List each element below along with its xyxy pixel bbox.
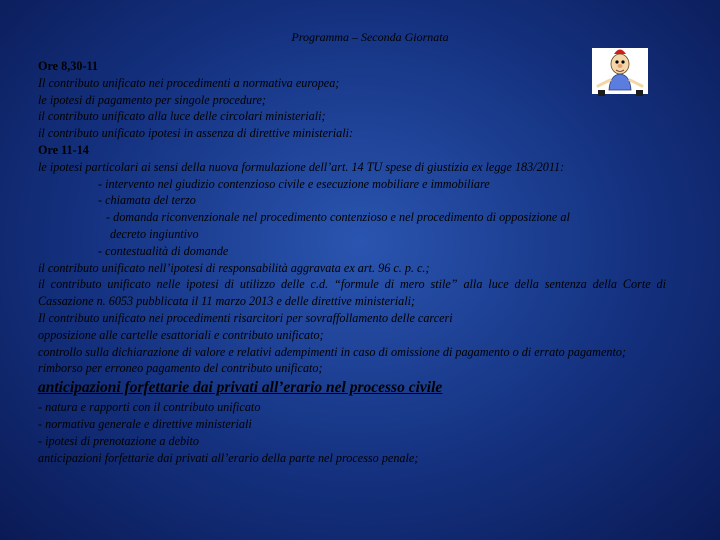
program-line: rimborso per erroneo pagamento del contributo unificato;	[38, 361, 323, 376]
program-line: le ipotesi di pagamento per singole procedure;	[38, 92, 266, 107]
cartoon-character-icon	[592, 44, 648, 100]
program-line: il contributo unificato nelle ipotesi di utilizzo delle c.d. “formule di mero stile” alla luce della sentenza della Corte di Cassazione n. 6053 pubblicata il 11 marzo 2013 e delle direttive ministeriali;	[38, 277, 666, 309]
program-content	[38, 58, 666, 466]
program-line: Il contributo unificato nei procedimenti risarcitori per sovraffollamento delle carceri	[38, 310, 453, 325]
section-heading: anticipazioni forfettarie dai privati all’erario nel processo civile	[38, 379, 443, 397]
program-subitem: - normativa generale e direttive ministeriali	[38, 416, 252, 431]
program-line: Il contributo unificato nei procedimenti a normativa europea;	[38, 75, 340, 90]
program-line: il contributo unificato nell’ipotesi di responsabilità aggravata ex art. 96 c. p. c.;	[38, 260, 430, 275]
program-subitem: decreto ingiuntivo	[110, 226, 199, 241]
program-subitem: - natura e rapporti con il contributo unificato	[38, 400, 261, 415]
program-line: il contributo unificato alla luce delle circolari ministeriali;	[38, 109, 326, 124]
session-time-heading: Ore 11-14	[38, 142, 89, 157]
program-line: il contributo unificato ipotesi in assenza di direttive ministeriali:	[38, 126, 354, 141]
program-subitem: - contestualità di domande	[98, 243, 229, 258]
program-subitem: - ipotesi di prenotazione a debito	[38, 433, 200, 448]
program-line: controllo sulla dichiarazione di valore e relativi adempimenti in caso di omissione di pagamento o di errato pagamento;	[38, 344, 626, 359]
program-line: anticipazioni forfettarie dai privati all’erario della parte nel processo penale;	[38, 450, 419, 465]
program-line: opposizione alle cartelle esattoriali e contributo unificato;	[38, 327, 324, 342]
program-subitem: - intervento nel giudizio contenzioso civile e esecuzione mobiliare e immobiliare	[98, 176, 490, 191]
program-subitem: - domanda riconvenzionale nel procedimento contenzioso e nel procedimento di opposizione al	[106, 210, 570, 225]
slide-title: Programma – Seconda Giornata	[291, 30, 449, 44]
program-line: le ipotesi particolari ai sensi della nuova formulazione dell’art. 14 TU spese di giustizia ex legge 183/2011:	[38, 159, 565, 174]
program-subitem: - chiamata del terzo	[98, 193, 196, 208]
session-time-heading: Ore 8,30-11	[38, 59, 99, 73]
